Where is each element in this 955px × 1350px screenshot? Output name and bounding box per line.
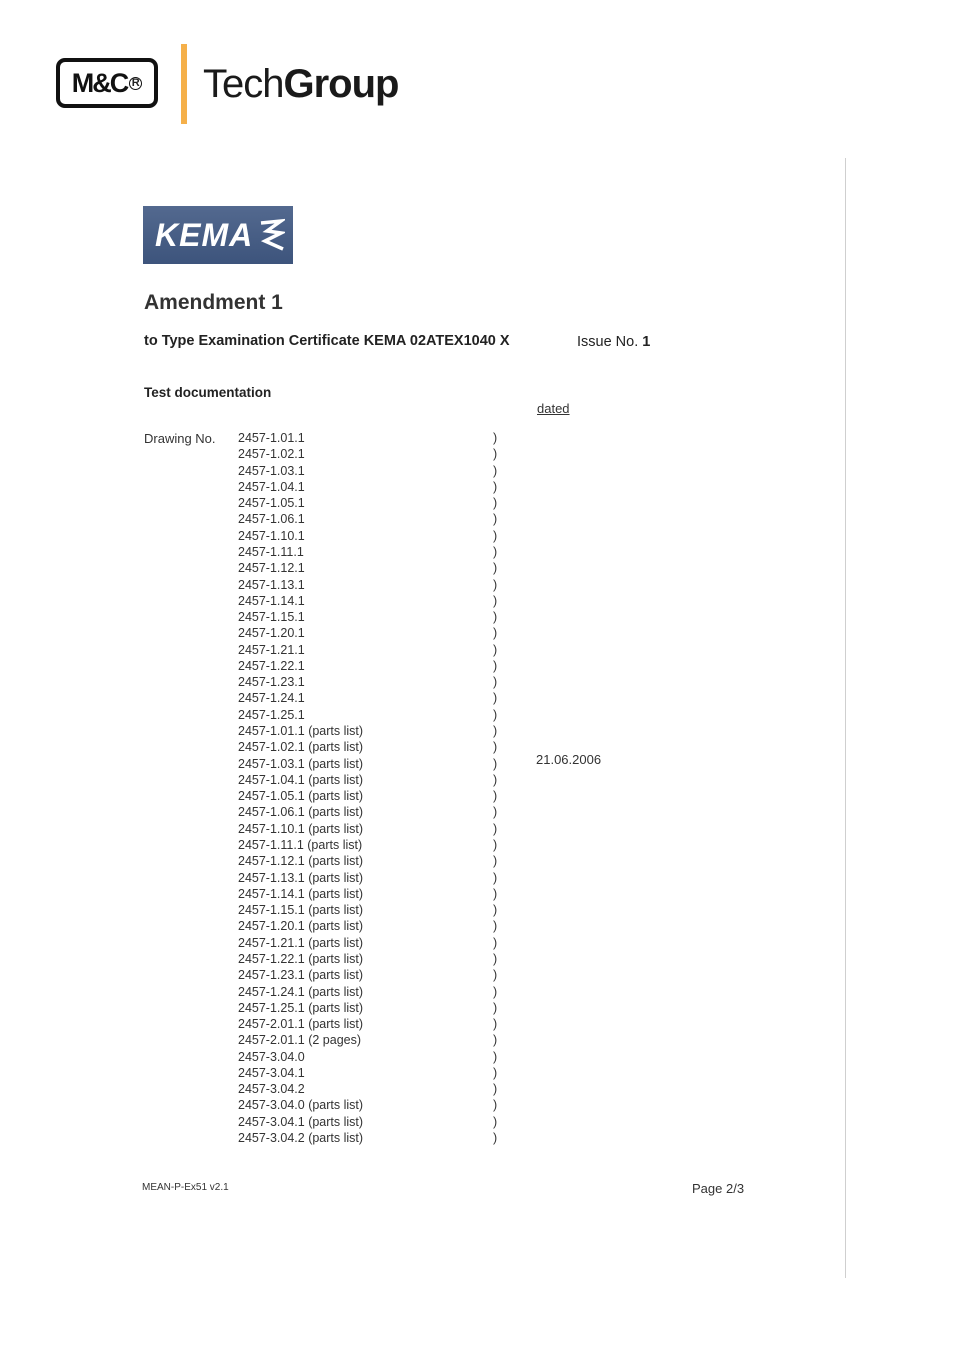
- bracket-mark: ): [493, 805, 498, 819]
- techgroup-logo: [203, 62, 398, 107]
- bracket-mark: ): [493, 724, 498, 738]
- bracket-mark: ): [493, 985, 498, 999]
- drawing-number: 2457-3.04.0: [238, 1050, 305, 1064]
- bracket-mark: ): [493, 871, 498, 885]
- drawing-number: 2457-1.15.1 (parts list): [238, 903, 364, 917]
- bracket-mark: ): [493, 464, 498, 478]
- bracket-mark: ): [493, 643, 498, 657]
- mc-logo-text: M&C: [71, 67, 128, 98]
- drawing-number: 2457-1.21.1 (parts list): [238, 936, 364, 950]
- drawing-number: 2457-1.14.1: [238, 594, 305, 608]
- header-divider: [181, 44, 187, 124]
- drawing-number: 2457-1.20.1: [238, 626, 305, 640]
- bracket-mark: ): [493, 594, 498, 608]
- drawing-number: 2457-1.11.1 (parts list): [238, 838, 363, 852]
- drawing-number: 2457-1.25.1: [238, 708, 305, 722]
- drawing-number: 2457-1.05.1 (parts list): [238, 789, 364, 803]
- drawing-number: 2457-1.04.1 (parts list): [238, 773, 364, 787]
- bracket-mark: ): [493, 1082, 498, 1096]
- kema-lightning-icon: [257, 217, 285, 253]
- bracket-mark: ): [493, 675, 498, 689]
- drawing-label: Drawing No.: [144, 431, 216, 446]
- bracket-mark: ): [493, 838, 498, 852]
- drawing-number: 2457-1.04.1: [238, 480, 305, 494]
- bracket-mark: ): [493, 968, 498, 982]
- issue-label: Issue No.: [577, 334, 639, 350]
- techgroup-logo-tech: Tech: [203, 62, 284, 106]
- drawing-number: 2457-1.02.1 (parts list): [238, 740, 364, 754]
- footer-page-number: Page 2/3: [692, 1181, 745, 1196]
- drawing-number: 2457-1.21.1: [238, 643, 305, 657]
- bracket-mark: ): [493, 691, 498, 705]
- bracket-mark: ): [493, 496, 498, 510]
- document-title: Amendment 1: [144, 291, 283, 314]
- bracket-mark: ): [493, 561, 498, 575]
- bracket-mark: ): [493, 447, 498, 461]
- bracket-mark: ): [493, 626, 498, 640]
- bracket-mark: ): [493, 545, 498, 559]
- bracket-mark: ): [493, 1098, 498, 1112]
- dated-column-header: dated: [537, 401, 570, 416]
- issue-value: 1: [642, 334, 651, 350]
- bracket-mark: ): [493, 708, 498, 722]
- drawing-number: 2457-3.04.1 (parts list): [238, 1115, 364, 1129]
- drawing-date: 21.06.2006: [536, 752, 602, 767]
- drawing-number: 2457-1.01.1: [238, 431, 305, 445]
- drawing-number: 2457-1.02.1: [238, 447, 305, 461]
- bracket-mark: ): [493, 887, 498, 901]
- bracket-mark: ): [493, 1017, 498, 1031]
- bracket-mark: ): [493, 789, 498, 803]
- bracket-mark: ): [493, 936, 498, 950]
- drawing-number: 2457-1.24.1: [238, 691, 305, 705]
- bracket-mark: ): [493, 1115, 498, 1129]
- bracket-mark: ): [493, 1131, 498, 1145]
- drawing-number: 2457-1.23.1 (parts list): [238, 968, 364, 982]
- drawing-number: 2457-1.10.1 (parts list): [238, 822, 364, 836]
- bracket-mark: ): [493, 1066, 498, 1080]
- document-subtitle: to Type Examination Certificate KEMA 02ATEX1040 X: [144, 333, 510, 349]
- drawing-number: 2457-1.12.1 (parts list): [238, 854, 364, 868]
- bracket-mark: ): [493, 578, 498, 592]
- bracket-mark: ): [493, 1050, 498, 1064]
- bracket-mark: ): [493, 773, 498, 787]
- drawing-number: 2457-3.04.2 (parts list): [238, 1131, 364, 1145]
- drawing-number: 2457-1.23.1: [238, 675, 305, 689]
- drawing-number: 2457-2.01.1 (2 pages): [238, 1033, 362, 1047]
- drawing-number: 2457-1.11.1: [238, 545, 304, 559]
- drawing-number: 2457-1.22.1: [238, 659, 305, 673]
- drawing-number: 2457-1.10.1: [238, 529, 305, 543]
- drawing-number: 2457-1.15.1: [238, 610, 305, 624]
- bracket-mark: ): [493, 512, 498, 526]
- bracket-mark: ): [493, 757, 498, 771]
- bracket-mark: ): [493, 903, 498, 917]
- bracket-mark: ): [493, 529, 498, 543]
- bracket-mark: ): [493, 740, 498, 754]
- drawing-number: 2457-1.20.1 (parts list): [238, 919, 364, 933]
- bracket-mark: ): [493, 1001, 498, 1015]
- drawing-number: 2457-1.06.1: [238, 512, 305, 526]
- bracket-mark: ): [493, 431, 498, 445]
- bracket-mark: ): [493, 480, 498, 494]
- drawing-number: 2457-3.04.1: [238, 1066, 305, 1080]
- bracket-mark: ): [493, 919, 498, 933]
- bracket-mark: ): [493, 659, 498, 673]
- drawing-number: 2457-1.13.1 (parts list): [238, 871, 364, 885]
- kema-logo: [143, 206, 293, 264]
- bracket-mark: ): [493, 1033, 498, 1047]
- drawing-number: 2457-1.03.1 (parts list): [238, 757, 364, 771]
- mc-logo: [56, 58, 158, 108]
- drawing-number: 2457-1.03.1: [238, 464, 305, 478]
- drawing-number: 2457-1.24.1 (parts list): [238, 985, 364, 999]
- bracket-mark: ): [493, 854, 498, 868]
- footer-document-code: MEAN-P-Ex51 v2.1: [142, 1182, 229, 1193]
- drawing-number: 2457-3.04.2: [238, 1082, 305, 1096]
- drawing-number: 2457-1.06.1 (parts list): [238, 805, 364, 819]
- drawing-number: 2457-1.12.1: [238, 561, 305, 575]
- page-edge-line: [845, 158, 846, 1278]
- drawing-number: 2457-2.01.1 (parts list): [238, 1017, 364, 1031]
- bracket-mark: ): [493, 952, 498, 966]
- drawing-number: 2457-1.14.1 (parts list): [238, 887, 364, 901]
- drawing-number: 2457-1.22.1 (parts list): [238, 952, 364, 966]
- drawing-number: 2457-1.05.1: [238, 496, 305, 510]
- bracket-mark: ): [493, 610, 498, 624]
- techgroup-logo-group: Group: [283, 62, 399, 106]
- bracket-mark: ): [493, 822, 498, 836]
- section-title: Test documentation: [144, 385, 272, 400]
- registered-mark-icon: R: [129, 77, 142, 90]
- drawing-number: 2457-1.13.1: [238, 578, 305, 592]
- drawing-number: 2457-1.25.1 (parts list): [238, 1001, 364, 1015]
- issue-number: [577, 334, 650, 350]
- drawing-number: 2457-3.04.0 (parts list): [238, 1098, 364, 1112]
- kema-logo-text: KEMA: [155, 216, 254, 253]
- drawing-number: 2457-1.01.1 (parts list): [238, 724, 364, 738]
